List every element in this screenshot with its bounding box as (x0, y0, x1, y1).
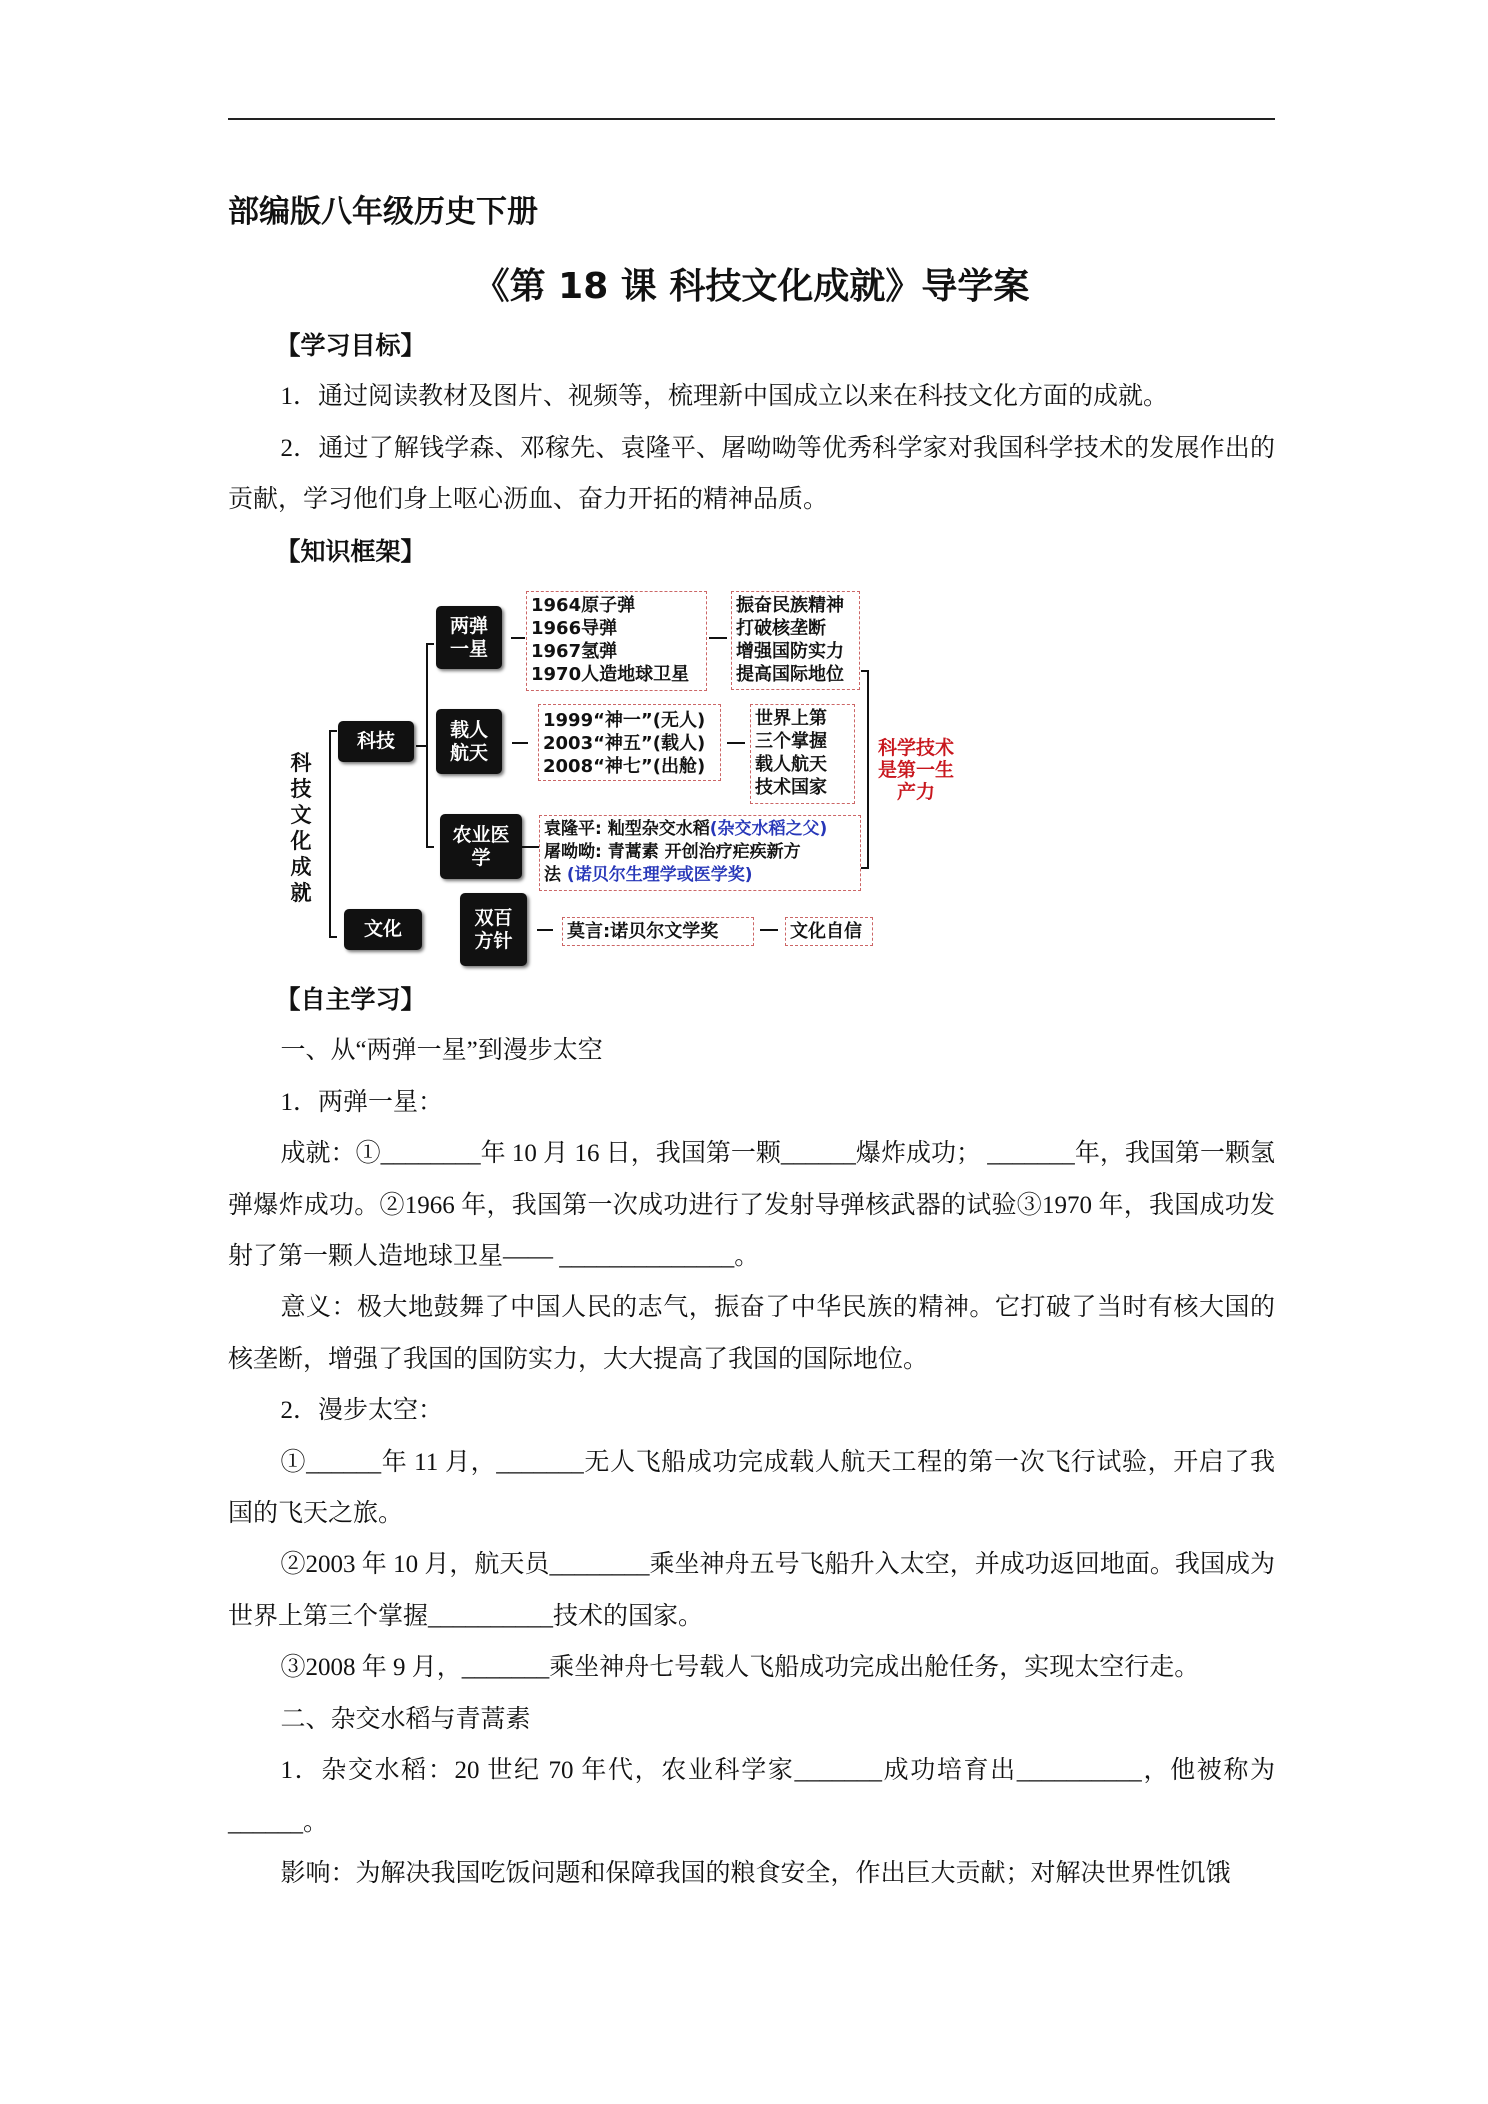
study-line: 意义：极大地鼓舞了中国人民的志气，振奋了中华民族的精神。它打破了当时有核大国的核垄断，增强了我国的国防实力，大大提高了我国的国际地位。 (228, 1294, 1275, 1373)
list-item: 世界上第 (755, 708, 827, 729)
bracket-line (861, 867, 869, 869)
zixin-box: 文化自信 (785, 917, 873, 946)
connector (537, 929, 553, 931)
study-line: 成就：①________年 10 月 16 日，我国第一颗______爆炸成功； _______年，我国第一颗氢弹爆炸成功。②1966 年，我国第一次成功进行了发射导弹核武器的试验③1970 年，我国成功发射了第一颗人造地球卫星—— ______________。 (228, 1140, 1275, 1271)
study-line: 1．杂交水稻：20 世纪 70 年代，农业科学家_______成功培育出__________，他被称为______。 (228, 1757, 1275, 1836)
node-wenhua: 文化 (344, 909, 422, 950)
bracket-line (329, 936, 337, 938)
moyan-box: 莫言:诺贝尔文学奖 (562, 917, 754, 946)
list-item: 技术国家 (755, 777, 827, 798)
liangdan-meaning-box (731, 591, 860, 690)
self-study-section (228, 974, 1275, 1899)
list-item: 1964原子弹 (531, 595, 636, 616)
goals-heading: 【学习目标】 (275, 331, 426, 360)
study-line: 二、杂交水稻与青蒿素 (280, 1705, 531, 1733)
list-item: 载人航天 (755, 754, 827, 775)
node-shuangbai: 双百方针 (460, 893, 527, 966)
page-title: 《第 18 课 科技文化成就》导学案 (473, 266, 1030, 307)
list-item: 增强国防实力 (736, 641, 844, 662)
nongye-box (539, 815, 861, 891)
connector (760, 929, 778, 931)
connector (522, 846, 539, 848)
bracket-line (416, 745, 426, 747)
node-zairen: 载人航天 (436, 709, 502, 774)
list-item: 三个掌握 (755, 731, 827, 752)
study-line: ②2003 年 10 月，航天员________乘坐神舟五号飞船升入太空，并成功返回地面。我国成为世界上第三个掌握__________技术的国家。 (228, 1551, 1275, 1630)
bracket-line (426, 846, 434, 848)
list-item: 1999“神一”(无人) (543, 710, 706, 731)
goals-section (228, 320, 1275, 577)
study-line: 2．漫步太空： (280, 1397, 444, 1425)
nongye-line (544, 818, 856, 841)
framework-heading: 【知识框架】 (275, 536, 426, 566)
bracket-line (329, 730, 331, 938)
list-item: 1966导弹 (531, 618, 618, 639)
nongye-line (544, 864, 856, 887)
list-item: 1970人造地球卫星 (531, 664, 690, 685)
knowledge-framework-diagram (280, 584, 980, 974)
self-study-heading: 【自主学习】 (275, 985, 426, 1014)
list-item: 1967氢弹 (531, 641, 618, 662)
tu-youyou-text: 屠呦呦: 青蒿素 开创治疗疟疾新方 (544, 842, 801, 862)
diagram-root: 科技文化成就 (290, 751, 312, 905)
bracket-line (426, 643, 434, 645)
bracket-line (867, 670, 869, 869)
list-item: 提高国际地位 (736, 664, 844, 685)
connector (512, 742, 528, 744)
zairen-items-box (538, 704, 721, 781)
connector (709, 637, 727, 639)
node-liangdan: 两弹一星 (436, 606, 502, 669)
list-item: 打破核垄断 (736, 618, 826, 639)
conclusion-text: 科学技术是第一生产力 (877, 737, 954, 803)
zairen-meaning-box (750, 704, 855, 804)
goal-item: 2．通过了解钱学森、邓稼先、袁隆平、屠呦呦等优秀科学家对我国科学技术的发展作出的贡献，学习他们身上呕心沥血、奋力开拓的精神品质。 (228, 434, 1275, 514)
series-title: 部编版八年级历史下册 (228, 194, 538, 230)
bracket-line (426, 643, 428, 848)
continuation-text: 法 (544, 865, 567, 885)
connector (727, 742, 745, 744)
study-line: 一、从“两弹一星”到漫步太空 (280, 1037, 603, 1065)
list-item: 振奋民族精神 (736, 595, 844, 616)
bracket-line (861, 670, 869, 672)
yuan-longping-text: 袁隆平: 籼型杂交水稻 (544, 819, 710, 839)
goal-item: 1．通过阅读教材及图片、视频等，梳理新中国成立以来在科技文化方面的成就。 (280, 383, 1169, 411)
list-item: 2008“神七”(出舱) (543, 756, 706, 777)
note-text: (杂交水稻之父) (709, 819, 828, 839)
bracket-line (329, 730, 337, 732)
study-line: 影响：为解决我国吃饭问题和保障我国的粮食安全，作出巨大贡献；对解决世界性饥饿 (280, 1859, 1231, 1887)
node-keji: 科技 (338, 721, 414, 762)
header-rule (228, 118, 1275, 120)
connector (511, 637, 525, 639)
note-text: (诺贝尔生理学或医学奖) (566, 865, 753, 885)
node-nongye: 农业医学 (440, 814, 522, 879)
study-line: ③2008 年 9 月，_______乘坐神舟七号载人飞船成功完成出舱任务，实现太空行走。 (280, 1654, 1200, 1682)
liangdan-items-box (526, 591, 707, 691)
study-line: ①______年 11 月，_______无人飞船成功完成载人航天工程的第一次飞行试验，开启了我国的飞天之旅。 (228, 1448, 1275, 1528)
study-line: 1．两弹一星： (280, 1088, 444, 1116)
list-item: 2003“神五”(载人) (543, 733, 706, 754)
